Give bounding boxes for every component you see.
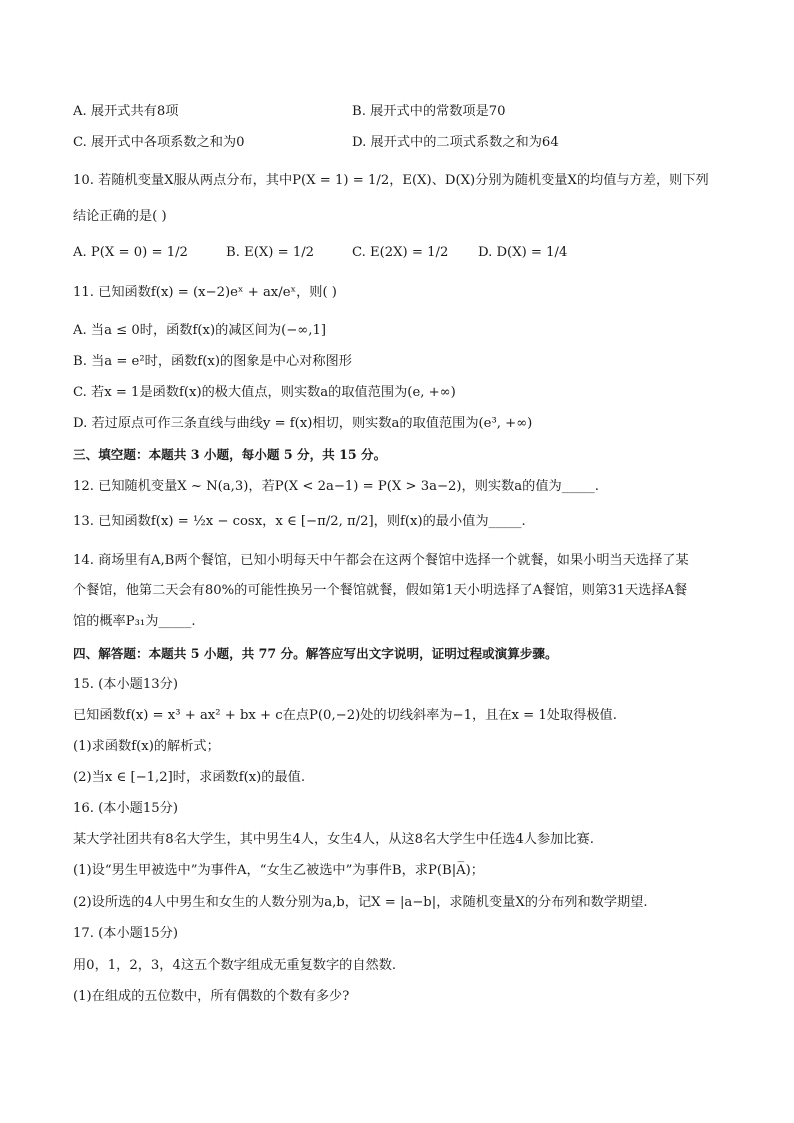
question-14: 14. 商场里有A,B两个餐馆，已知小明每天中午都会在这两个餐馆中选择一个就餐，如果小明当天选择了某 (73, 553, 689, 568)
question-14-cont1: 个餐馆，他第二天会有80%的可能性换另一个餐馆就餐，假如第1天小明选择了A餐馆，则第31天选择A餐 (73, 583, 688, 598)
q10-option-b: B. E(X) = 1/2 (226, 245, 315, 260)
question-14-cont2: 馆的概率P₃₁为_____. (73, 614, 196, 629)
question-10: 10. 若随机变量X服从两点分布，其中P(X = 1) = 1/2，E(X)、D(X)分别为随机变量X的均值与方差，则下列 (73, 173, 709, 188)
question-10-cont: 结论正确的是( ) (73, 209, 167, 224)
question-16: 16. (本小题15分) (73, 801, 178, 816)
question-15: 15. (本小题13分) (73, 677, 178, 692)
question-11: 11. 已知函数f(x) = (x−2)eˣ + ax/eˣ，则( ) (73, 285, 337, 300)
section-answer: 四、解答题：本题共 5 小题，共 77 分。解答应写出文字说明，证明过程或演算步骤。 (73, 646, 558, 661)
q11-option-b: B. 当a = e²时，函数f(x)的图象是中心对称图形 (73, 354, 352, 369)
option-a: A. 展开式共有8项 (73, 104, 179, 119)
option-b: B. 展开式中的常数项是70 (352, 104, 506, 119)
question-17-body: 用0，1，2，3，4这五个数字组成无重复数字的自然数. (73, 958, 397, 973)
question-15-part1: (1)求函数f(x)的解析式； (73, 739, 220, 754)
question-16-part1: (1)设“男生甲被选中”为事件A，“女生乙被选中”为事件B，求P(B|A̅)； (73, 863, 484, 878)
q11-option-a: A. 当a ≤ 0时，函数f(x)的减区间为(−∞,1] (73, 323, 326, 338)
question-13: 13. 已知函数f(x) = ½x − cosx，x ∈ [−π/2, π/2]，则f(x)的最小值为_____. (73, 514, 526, 529)
question-12: 12. 已知随机变量X ~ N(a,3)，若P(X < 2a−1) = P(X > 3a−2)，则实数a的值为_____. (73, 479, 599, 494)
q11-option-d: D. 若过原点可作三条直线与曲线y = f(x)相切，则实数a的取值范围为(e³, +∞) (73, 416, 533, 431)
question-17-part1: (1)在组成的五位数中，所有偶数的个数有多少? (73, 989, 350, 1004)
q11-option-c: C. 若x = 1是函数f(x)的极大值点，则实数a的取值范围为(e, +∞) (73, 385, 456, 400)
question-15-part2: (2)当x ∈ [−1,2]时，求函数f(x)的最值. (73, 770, 306, 785)
q10-option-c: C. E(2X) = 1/2 (352, 245, 449, 260)
option-d: D. 展开式中的二项式系数之和为64 (352, 135, 559, 150)
question-15-body: 已知函数f(x) = x³ + ax² + bx + c在点P(0,−2)处的切线斜率为−1，且在x = 1处取得极值. (73, 708, 617, 723)
question-16-part2: (2)设所选的4人中男生和女生的人数分别为a,b，记X = |a−b|，求随机变量X的分布列和数学期望. (73, 895, 648, 910)
question-16-body: 某大学社团共有8名大学生，其中男生4人，女生4人，从这8名大学生中任选4人参加比赛. (73, 832, 594, 847)
question-17: 17. (本小题15分) (73, 926, 178, 941)
q10-option-a: A. P(X = 0) = 1/2 (73, 245, 188, 260)
q10-option-d: D. D(X) = 1/4 (478, 245, 568, 260)
option-c: C. 展开式中各项系数之和为0 (73, 135, 245, 150)
section-fill-in: 三、填空题：本题共 3 小题，每小题 5 分，共 15 分。 (73, 447, 387, 462)
